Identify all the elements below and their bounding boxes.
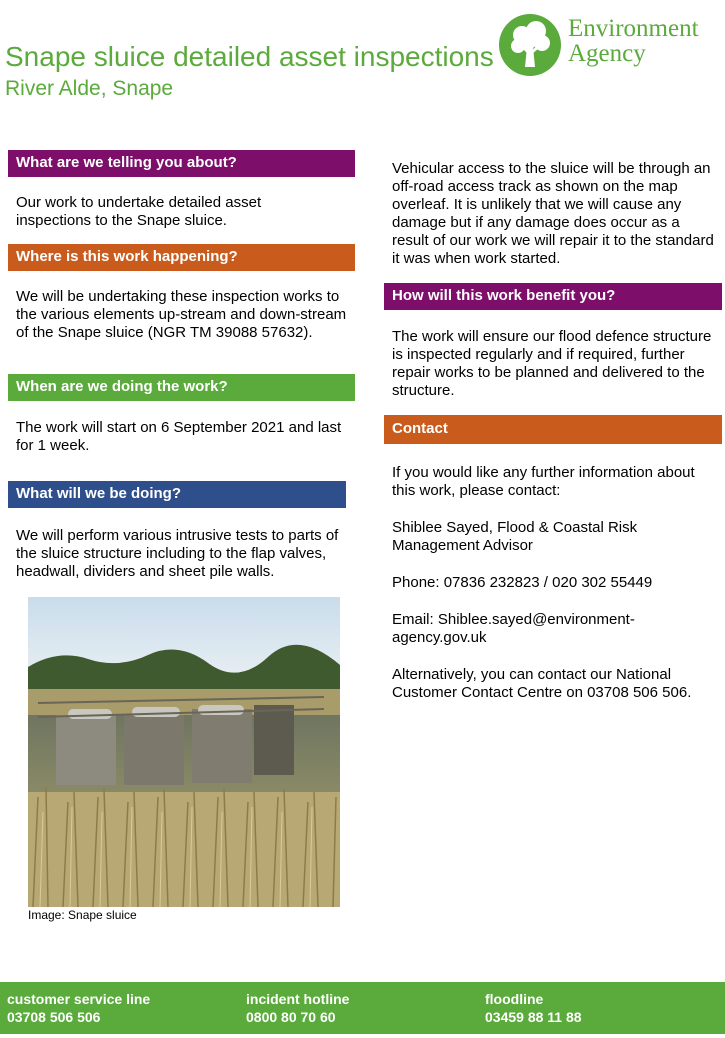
sluice-illustration bbox=[28, 597, 340, 907]
where-heading: Where is this work happening? bbox=[8, 244, 355, 271]
tree-logo-icon bbox=[498, 13, 562, 77]
footer-floodline bbox=[485, 990, 582, 1026]
footer-number[interactable]: 03708 506 506 bbox=[7, 1009, 101, 1025]
what-body: We will perform various intrusive tests to parts of the sluice structure including to the flap valves, headwall, dividers and sheet pile walls. bbox=[16, 527, 339, 580]
logo-line-1: Environment bbox=[568, 15, 699, 42]
when-heading: When are we doing the work? bbox=[8, 374, 355, 401]
footer-customer-service bbox=[7, 990, 150, 1026]
page-title: Snape sluice detailed asset inspections bbox=[5, 41, 494, 72]
benefit-heading: How will this work benefit you? bbox=[384, 283, 722, 310]
footer-number[interactable]: 03459 88 11 88 bbox=[485, 1009, 582, 1025]
photo-caption: Image: Snape sluice bbox=[28, 908, 137, 922]
footer-label: floodline bbox=[485, 991, 544, 1007]
what-heading: What will we be doing? bbox=[8, 481, 346, 508]
footer-label: incident hotline bbox=[246, 991, 350, 1007]
contact-email[interactable]: Email: Shiblee.sayed@environment-agency.gov.uk bbox=[392, 611, 635, 646]
telling-heading: What are we telling you about? bbox=[8, 150, 355, 177]
contact-person: Shiblee Sayed, Flood & Coastal Risk Management Advisor bbox=[392, 519, 638, 554]
telling-body: Our work to undertake detailed asset inspections to the Snape sluice. bbox=[16, 194, 262, 229]
contact-heading: Contact bbox=[384, 415, 722, 444]
when-body: The work will start on 6 September 2021 and last for 1 week. bbox=[16, 419, 342, 454]
contact-intro: If you would like any further information about this work, please contact: bbox=[392, 464, 695, 499]
benefit-body: The work will ensure our flood defence structure is inspected regularly and if required, further repair works to be planned and delivered to the structure. bbox=[392, 328, 712, 399]
contact-phone: Phone: 07836 232823 / 020 302 55449 bbox=[392, 574, 653, 591]
logo-line-2: Agency bbox=[568, 40, 646, 67]
environment-agency-logo bbox=[498, 13, 723, 78]
footer-label: customer service line bbox=[7, 991, 151, 1007]
access-body: Vehicular access to the sluice will be through an off-road access track as shown on the map overleaf. It is unlikely that we will cause any damage but if any damage does occur as a result of our work we will repair it to the standard it was when work started. bbox=[392, 160, 714, 267]
logo-wordmark bbox=[568, 16, 699, 66]
contact-alternative: Alternatively, you can contact our National Customer Contact Centre on 03708 506 506. bbox=[392, 666, 692, 701]
footer-number[interactable]: 0800 80 70 60 bbox=[246, 1009, 336, 1025]
snape-sluice-photo bbox=[28, 597, 340, 907]
where-body: We will be undertaking these inspection works to the various elements up-stream and down-stream of the Snape sluice (NGR TM 39088 57632). bbox=[16, 288, 347, 341]
footer-bar bbox=[0, 982, 725, 1034]
page-subtitle: River Alde, Snape bbox=[5, 77, 174, 100]
footer-incident-hotline bbox=[246, 990, 349, 1026]
